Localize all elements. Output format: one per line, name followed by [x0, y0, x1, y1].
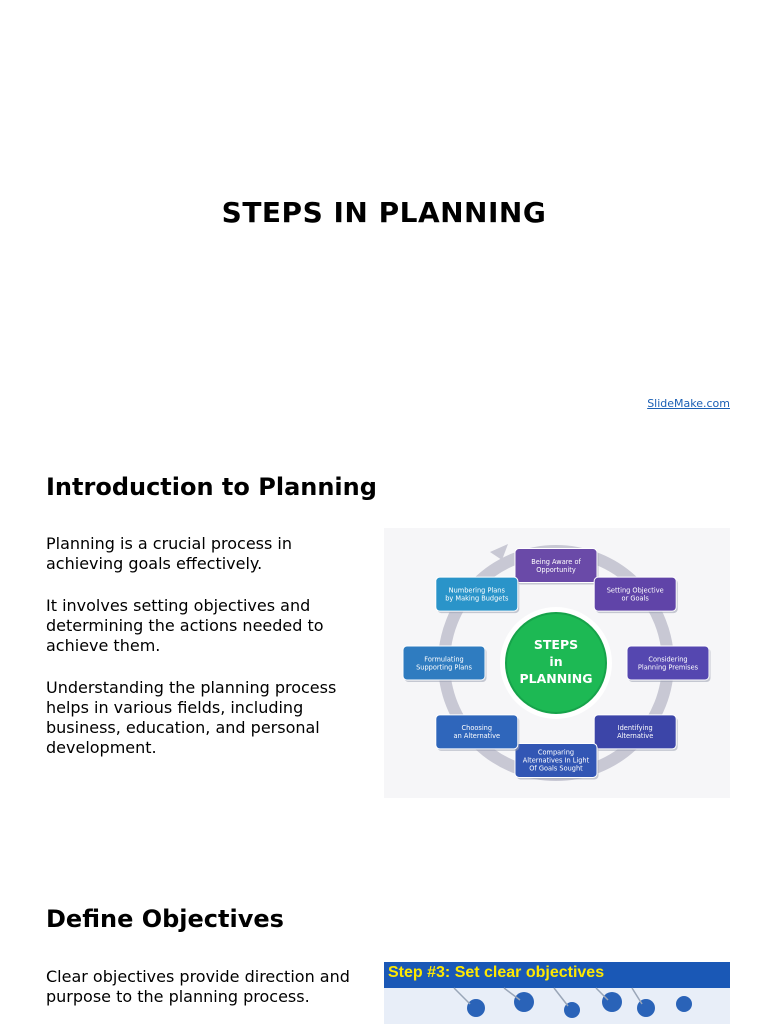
step-label: Considering [648, 655, 688, 664]
intro-paragraph-2: It involves setting objectives and determining the actions needed to achieve them. [46, 596, 324, 655]
step-label: Supporting Plans [416, 663, 472, 672]
step-label: Comparing [537, 748, 575, 757]
step-label: Being Aware of [531, 557, 581, 566]
step-label: an Alternative [453, 732, 501, 741]
step-label: Alternatives In Light [522, 756, 590, 765]
objectives-image [384, 962, 730, 1024]
targets-illustration [384, 986, 730, 1024]
step-label: or Goals [621, 594, 649, 603]
slidemake-link[interactable]: SlideMake.com [647, 397, 730, 410]
objectives-paragraph-1: Clear objectives provide direction and purpose to the planning process. [46, 967, 350, 1006]
step-label: Identifying [617, 724, 653, 733]
planning-steps-diagram [384, 528, 730, 798]
step-label: Opportunity [536, 565, 576, 574]
step-label: Formulating [424, 655, 464, 664]
intro-paragraph-1: Planning is a crucial process in achieving goals effectively. [46, 534, 293, 573]
center-label: PLANNING [519, 671, 593, 686]
step-label: Of Goals Sought [529, 764, 583, 773]
page-title: STEPS IN PLANNING [221, 196, 547, 229]
step-label: Numbering Plans [448, 586, 505, 595]
center-label: STEPS [533, 637, 579, 652]
section-title-define-objectives: Define Objectives [46, 905, 284, 933]
step-label: Planning Premises [637, 663, 699, 672]
objectives-image-caption: Step #3: Set clear objectives [388, 964, 605, 981]
step-label: Choosing [461, 724, 493, 733]
step-label: by Making Budgets [445, 594, 509, 603]
planning-cycle-svg [384, 528, 730, 798]
step-label: Alternative [617, 732, 654, 741]
section-title-introduction: Introduction to Planning [46, 473, 377, 501]
step-label: Setting Objective [606, 586, 664, 595]
intro-paragraph-3: Understanding the planning process helps in various fields, including business, education, and personal development. [46, 678, 337, 757]
center-label: in [549, 654, 563, 669]
